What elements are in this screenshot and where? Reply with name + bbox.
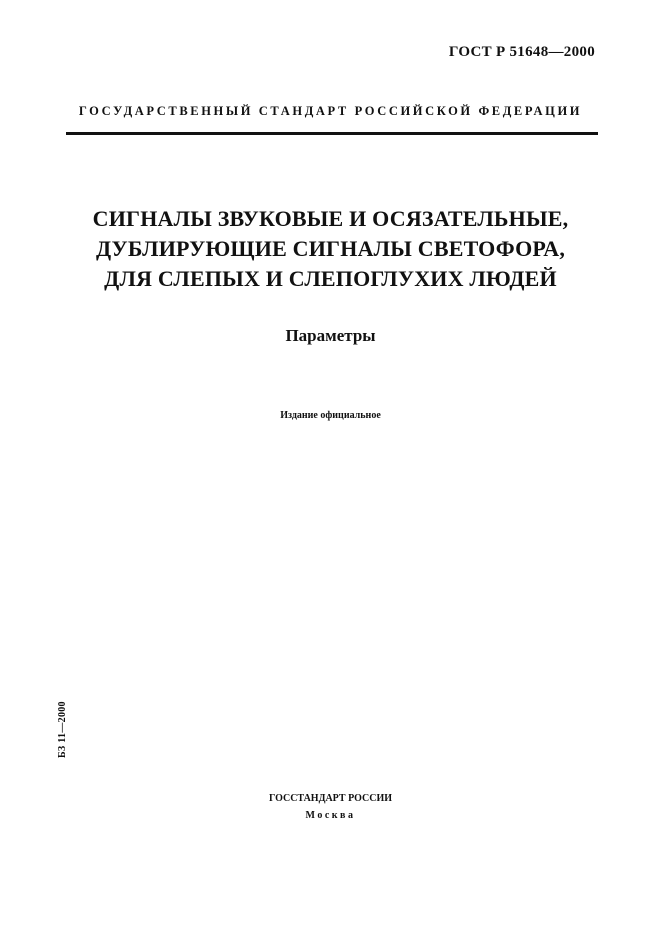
document-subtitle: Параметры [285,326,376,345]
document-title [0,204,661,294]
side-code [57,692,71,758]
title-line-2: ДУБЛИРУЮЩИЕ СИГНАЛЫ СВЕТОФОРА, [95,236,566,261]
document-number: ГОСТ Р 51648—2000 [448,44,595,60]
title-line-1: СИГНАЛЫ ЗВУКОВЫЕ И ОСЯЗАТЕЛЬНЫЕ, [92,206,569,231]
standard-header: ГОСУДАРСТВЕННЫЙ СТАНДАРТ РОССИЙСКОЙ ФЕДЕРАЦИИ [78,104,583,118]
title-line-3: ДЛЯ СЛЕПЫХ И СЛЕПОГЛУХИХ ЛЮДЕЙ [104,266,557,291]
publisher-name: ГОССТАНДАРТ РОССИИ [268,793,393,804]
header-divider [66,132,598,135]
publisher-city: Москва [305,810,356,821]
side-code-text: БЗ 11—2000 [57,701,68,758]
edition-note: Издание официальное [280,410,381,421]
